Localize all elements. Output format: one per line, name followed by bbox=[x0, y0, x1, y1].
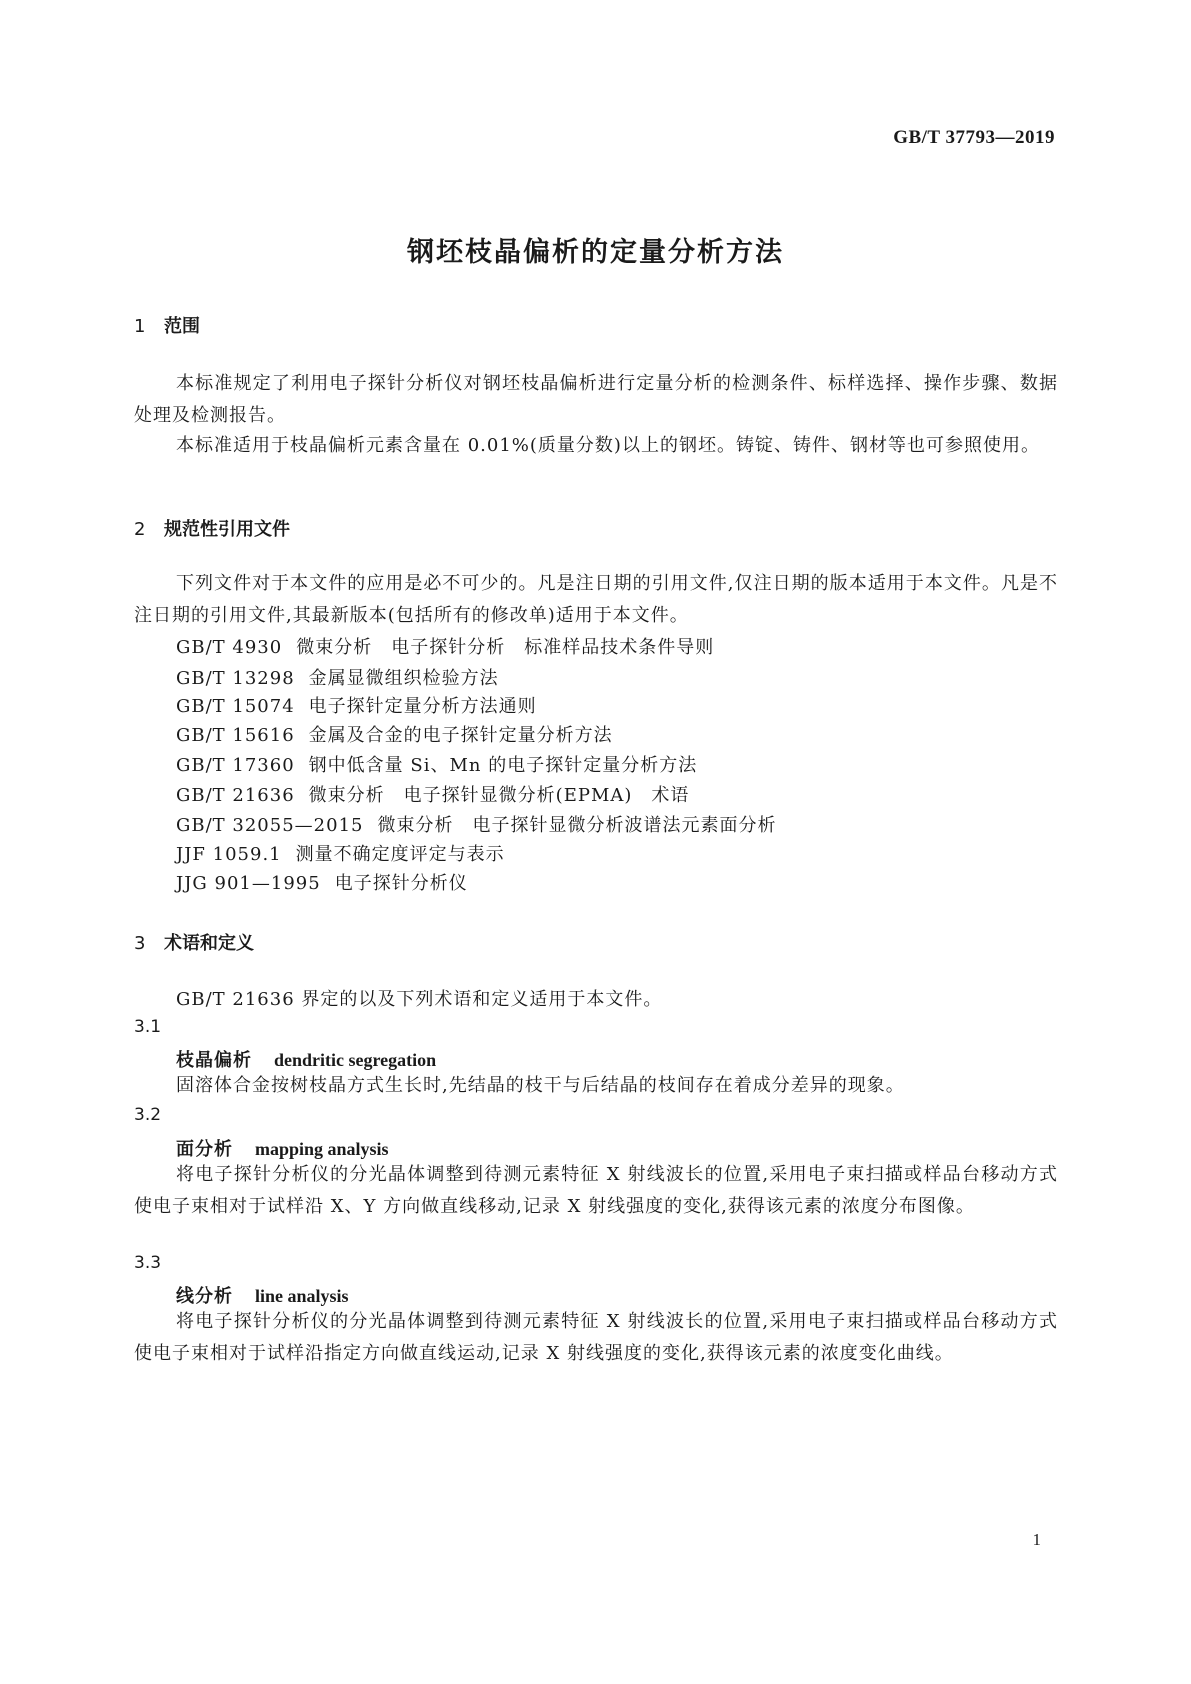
section-title: 术语和定义 bbox=[164, 933, 254, 954]
section-number: 3 bbox=[134, 933, 146, 954]
term-en: mapping analysis bbox=[255, 1139, 389, 1159]
reference-code: GB/T 17360 bbox=[176, 755, 295, 776]
page-number: 1 bbox=[1032, 1530, 1041, 1549]
term-heading bbox=[176, 1135, 389, 1161]
term-en: line analysis bbox=[255, 1286, 349, 1306]
reference-code: GB/T 13298 bbox=[176, 668, 295, 689]
term-definition: 将电子探针分析仪的分光晶体调整到待测元素特征 X 射线波长的位置,采用电子束扫描或样品台移动方式使电子束相对于试样沿 X、Y 方向做直线移动,记录 X 射线强度的变化,获得该元素的浓度分布图像。 bbox=[134, 1164, 1058, 1217]
section-2-intro: 下列文件对于本文件的应用是必不可少的。凡是注日期的引用文件,仅注日期的版本适用于本文件。凡是不注日期的引用文件,其最新版本(包括所有的修改单)适用于本文件。 bbox=[134, 573, 1058, 626]
term-definition: 将电子探针分析仪的分光晶体调整到待测元素特征 X 射线波长的位置,采用电子束扫描或样品台移动方式使电子束相对于试样沿指定方向做直线运动,记录 X 射线强度的变化,获得该元素的浓度变化曲线。 bbox=[134, 1311, 1058, 1364]
reference-title: 电子探针定量分析方法通则 bbox=[308, 696, 537, 717]
term-zh: 线分析 bbox=[176, 1286, 233, 1307]
reference-item bbox=[176, 692, 537, 718]
reference-title: 金属显微组织检验方法 bbox=[308, 668, 499, 689]
section-title: 规范性引用文件 bbox=[164, 519, 290, 540]
reference-code: JJF 1059.1 bbox=[176, 844, 282, 865]
reference-item bbox=[176, 869, 468, 895]
term-zh: 枝晶偏析 bbox=[176, 1050, 252, 1071]
reference-title: 钢中低含量 Si、Mn 的电子探针定量分析方法 bbox=[308, 755, 698, 776]
section-title: 范围 bbox=[164, 316, 200, 337]
reference-title: 金属及合金的电子探针定量分析方法 bbox=[308, 725, 613, 746]
reference-code: GB/T 32055—2015 bbox=[176, 815, 364, 836]
section-number: 1 bbox=[134, 316, 146, 337]
reference-title: 微束分析 电子探针分析 标准样品技术条件导则 bbox=[296, 637, 715, 658]
term-heading bbox=[176, 1046, 436, 1072]
document-title: 钢坯枝晶偏析的定量分析方法 bbox=[407, 237, 784, 268]
document-code: GB/T 37793—2019 bbox=[893, 127, 1055, 148]
reference-title: 微束分析 电子探针显微分析波谱法元素面分析 bbox=[377, 815, 777, 836]
term-heading bbox=[176, 1282, 349, 1308]
reference-code: GB/T 4930 bbox=[176, 637, 283, 658]
reference-item bbox=[176, 721, 613, 747]
reference-item bbox=[176, 633, 714, 659]
section-1-paragraph-1: 本标准规定了利用电子探针分析仪对钢坯枝晶偏析进行定量分析的检测条件、标样选择、操作步骤、数据处理及检测报告。 bbox=[134, 373, 1058, 426]
reference-item bbox=[176, 664, 499, 690]
reference-title: 微束分析 电子探针显微分析(EPMA) 术语 bbox=[308, 785, 690, 806]
term-zh: 面分析 bbox=[176, 1139, 233, 1160]
term-definition: 固溶体合金按树枝晶方式生长时,先结晶的枝干与后结晶的枝间存在着成分差异的现象。 bbox=[176, 1075, 905, 1096]
reference-item bbox=[176, 811, 776, 837]
reference-code: GB/T 21636 bbox=[176, 785, 295, 806]
section-2-heading bbox=[134, 515, 290, 541]
reference-item bbox=[176, 781, 689, 807]
reference-code: GB/T 15074 bbox=[176, 696, 295, 717]
section-number: 2 bbox=[134, 519, 146, 540]
clause-number: 3.1 bbox=[134, 1017, 162, 1037]
reference-item bbox=[176, 840, 505, 866]
reference-title: 测量不确定度评定与表示 bbox=[295, 844, 505, 865]
section-1-paragraph-2: 本标准适用于枝晶偏析元素含量在 0.01%(质量分数)以上的钢坯。铸锭、铸件、钢材等也可参照使用。 bbox=[176, 435, 1040, 456]
reference-item bbox=[176, 751, 697, 777]
reference-title: 电子探针分析仪 bbox=[334, 873, 468, 894]
section-3-intro: GB/T 21636 界定的以及下列术语和定义适用于本文件。 bbox=[176, 989, 663, 1010]
reference-code: GB/T 15616 bbox=[176, 725, 295, 746]
reference-code: JJG 901—1995 bbox=[176, 873, 321, 894]
section-3-heading bbox=[134, 929, 254, 955]
clause-number: 3.2 bbox=[134, 1105, 162, 1125]
section-1-heading bbox=[134, 312, 200, 338]
term-en: dendritic segregation bbox=[274, 1050, 437, 1070]
clause-number: 3.3 bbox=[134, 1253, 162, 1273]
